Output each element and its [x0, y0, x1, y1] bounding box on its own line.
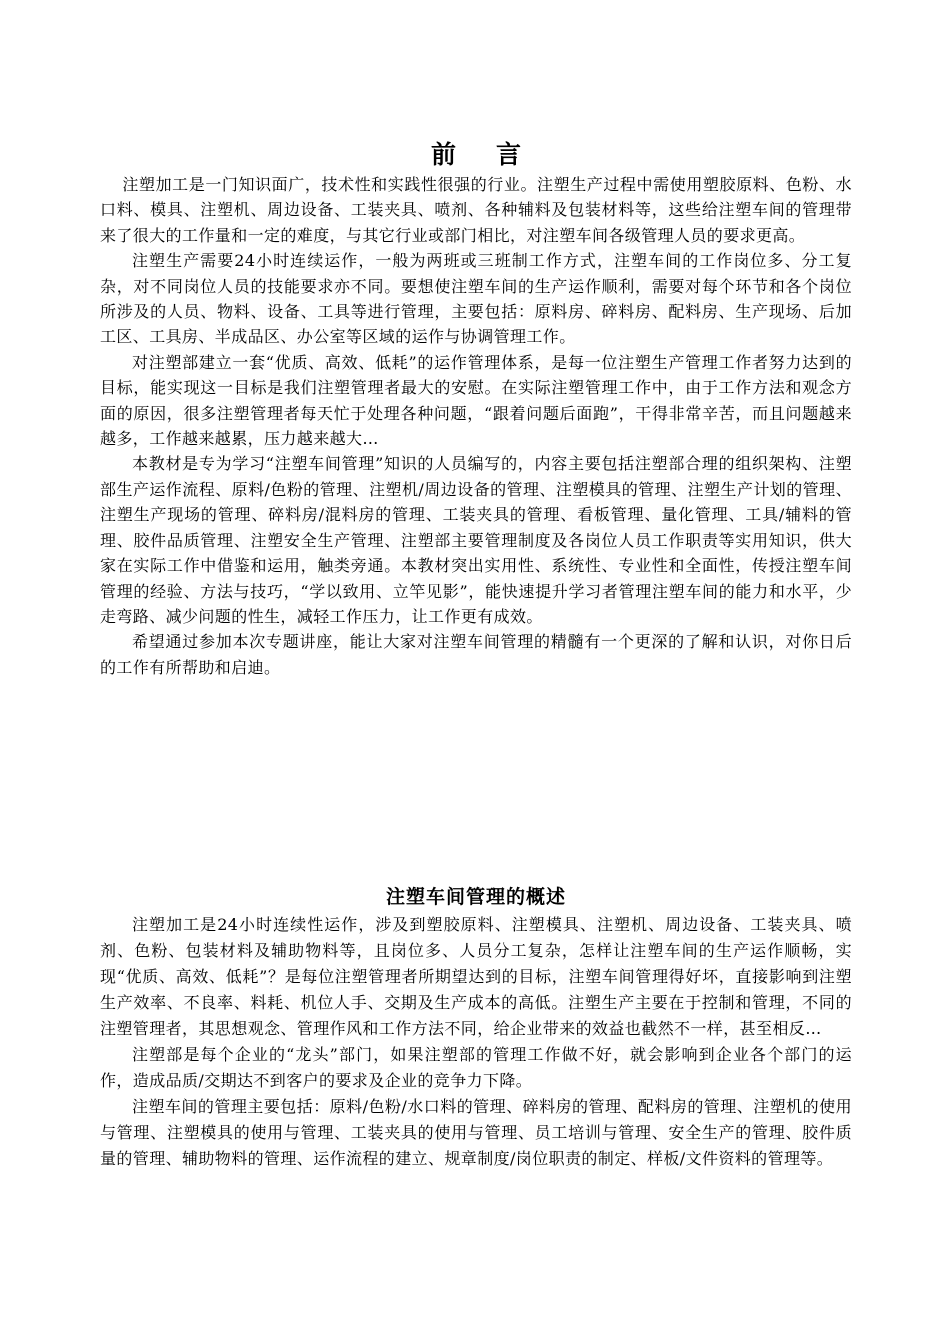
overview-paragraph-1: 注塑加工是24小时连续性运作，涉及到塑胶原料、注塑模具、注塑机、周边设备、工装夹具、喷剂、色粉、包装材料及辅助物料等，且岗位多、人员分工复杂，怎样让注塑车间的生产运作顺畅，实现“优质、高效、低耗”？是每位注塑管理者所期望达到的目标，注塑车间管理得好坏，直接影响到注塑生产效率、不良率、料耗、机位人手、交期及生产成本的高低。注塑生产主要在于控制和管理，不同的注塑管理者，其思想观念、管理作风和工作方法不同，给企业带来的效益也截然不一样，甚至相反…: [100, 915, 852, 1038]
preface-title: 前言: [430, 140, 561, 169]
overview-title: 注塑车间管理的概述: [385, 886, 566, 908]
preface-paragraph-2: 注塑生产需要24小时连续运作，一般为两班或三班制工作方式，注塑车间的工作岗位多、分工复杂，对不同岗位人员的技能要求亦不同。要想使注塑车间的生产运作顺利，需要对每个环节和各个岗位所涉及的人员、物料、设备、工具等进行管理，主要包括：原料房、碎料房、配料房、生产现场、后加工区、工具房、半成品区、办公室等区域的运作与协调管理工作。: [100, 251, 852, 347]
overview-section: [100, 882, 852, 1172]
preface-paragraph-3: 对注塑部建立一套“优质、高效、低耗”的运作管理体系，是每一位注塑生产管理工作者努力达到的目标，能实现这一目标是我们注塑管理者最大的安慰。在实际注塑管理工作中，由于工作方法和观念方面的原因，很多注塑管理者每天忙于处理各种问题，“跟着问题后面跑”，干得非常辛苦，而且问题越来越多，工作越来越累，压力越来越大…: [100, 352, 852, 449]
preface-paragraph-1: 注塑加工是一门知识面广，技术性和实践性很强的行业。注塑生产过程中需使用塑胶原料、色粉、水口料、模具、注塑机、周边设备、工装夹具、喷剂、各种辅料及包装材料等，这些给注塑车间的管理带来了很大的工作量和一定的难度，与其它行业或部门相比，对注塑车间各级管理人员的要求更高。: [100, 175, 852, 245]
preface-paragraph-4: 本教材是专为学习“注塑车间管理”知识的人员编写的，内容主要包括注塑部合理的组织架构、注塑部生产运作流程、原料/色粉的管理、注塑机/周边设备的管理、注塑模具的管理、注塑生产计划的管理、注塑生产现场的管理、碎料房/混料房的管理、工装夹具的管理、看板管理、量化管理、工具/辅料的管理、胶件品质管理、注塑安全生产管理、注塑部主要管理制度及各岗位人员工作职责等实用知识，供大家在实际工作中借鉴和运用，触类旁通。本教材突出实用性、系统性、专业性和全面性，传授注塑车间管理的经验、方法与技巧，“学以致用、立竿见影”，能快速提升学习者管理注塑车间的能力和水平，少走弯路、减少问题的性生，减轻工作压力，让工作更有成效。: [100, 454, 852, 626]
preface-section: [100, 138, 852, 680]
preface-paragraph-5: 希望通过参加本次专题讲座，能让大家对注塑车间管理的精髓有一个更深的了解和认识，对你日后的工作有所帮助和启迪。: [100, 632, 852, 677]
overview-paragraph-2: 注塑部是每个企业的“龙头”部门，如果注塑部的管理工作做不好，就会影响到企业各个部门的运作，造成品质/交期达不到客户的要求及企业的竞争力下降。: [100, 1045, 852, 1090]
overview-paragraph-3: 注塑车间的管理主要包括：原料/色粉/水口料的管理、碎料房的管理、配料房的管理、注塑机的使用与管理、注塑模具的使用与管理、工装夹具的使用与管理、员工培训与管理、安全生产的管理、胶件质量的管理、辅助物料的管理、运作流程的建立、规章制度/岗位职责的制定、样板/文件资料的管理等。: [100, 1097, 852, 1168]
